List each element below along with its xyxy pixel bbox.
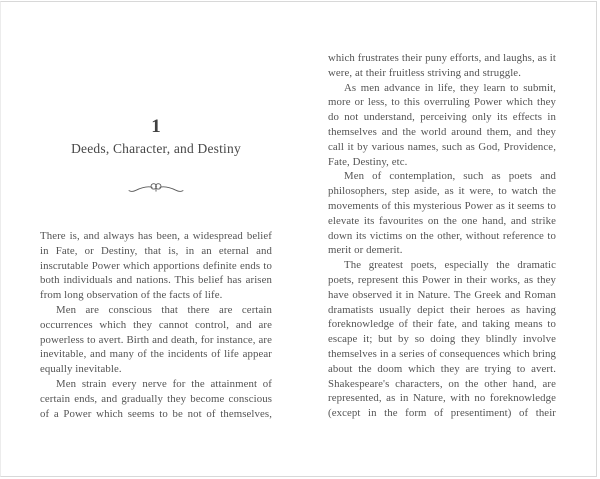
left-page-text <box>40 229 272 421</box>
chapter-heading <box>40 116 272 158</box>
chapter-number: 1 <box>151 116 161 137</box>
paragraph: As men advance in life, they learn to submit, more or less, to this overruling Power which they do not understand, perceiving only its effects in themselves and the world around them, and they call it by various names, such as God, Providence, Fate, Destiny, etc. <box>328 81 556 168</box>
chapter-title: Deeds, Character, and Destiny <box>71 141 241 156</box>
paragraph: There is, and always has been, a widespread belief in Fate, or Destiny, that is, in an eternal and inscrutable Power which apportions definite ends to both individuals and nations. This belief has arisen from long observation of the facts of life. <box>40 230 272 302</box>
right-page <box>328 0 556 479</box>
paragraph: Men are conscious that there are certain occurrences which they cannot control, and are powerless to avert. Birth and death, for instance, are inevitable, and many of the incidents of life appear equally inevitable. <box>40 303 272 376</box>
left-page <box>40 0 272 479</box>
paragraph: Men strain every nerve for the attainment of certain ends, and gradually they become conscious of a Power which seems to be not of themselves, <box>40 377 272 420</box>
flourish-ornament-icon <box>40 179 272 197</box>
paragraph: Men of contemplation, such as poets and philosophers, step aside, as it were, to watch the movements of this mysterious Power as it seems to elevate its favourites on the one hand, and strike down its victims on the other, without reference to merit or demerit. <box>328 170 556 257</box>
paragraph: which frustrates their puny efforts, and laughs, as it were, at their fruitless striving and struggle. <box>328 52 556 79</box>
paragraph: The greatest poets, especially the dramatic poets, represent this Power in their works, as they have observed it in Nature. The Greek and Roman dramatists usually depict their heroes as having foreknowledge of their fate, and taking means to escape it; but by so doing they blindly involve themselves in a series of consequences which bring about the doom which they are trying to avert. Shakespeare's characters, on the other hand, are represented, as in Nature, with no foreknowledge (except in the form of presentiment) of their <box>328 259 556 420</box>
right-page-text <box>328 51 556 421</box>
